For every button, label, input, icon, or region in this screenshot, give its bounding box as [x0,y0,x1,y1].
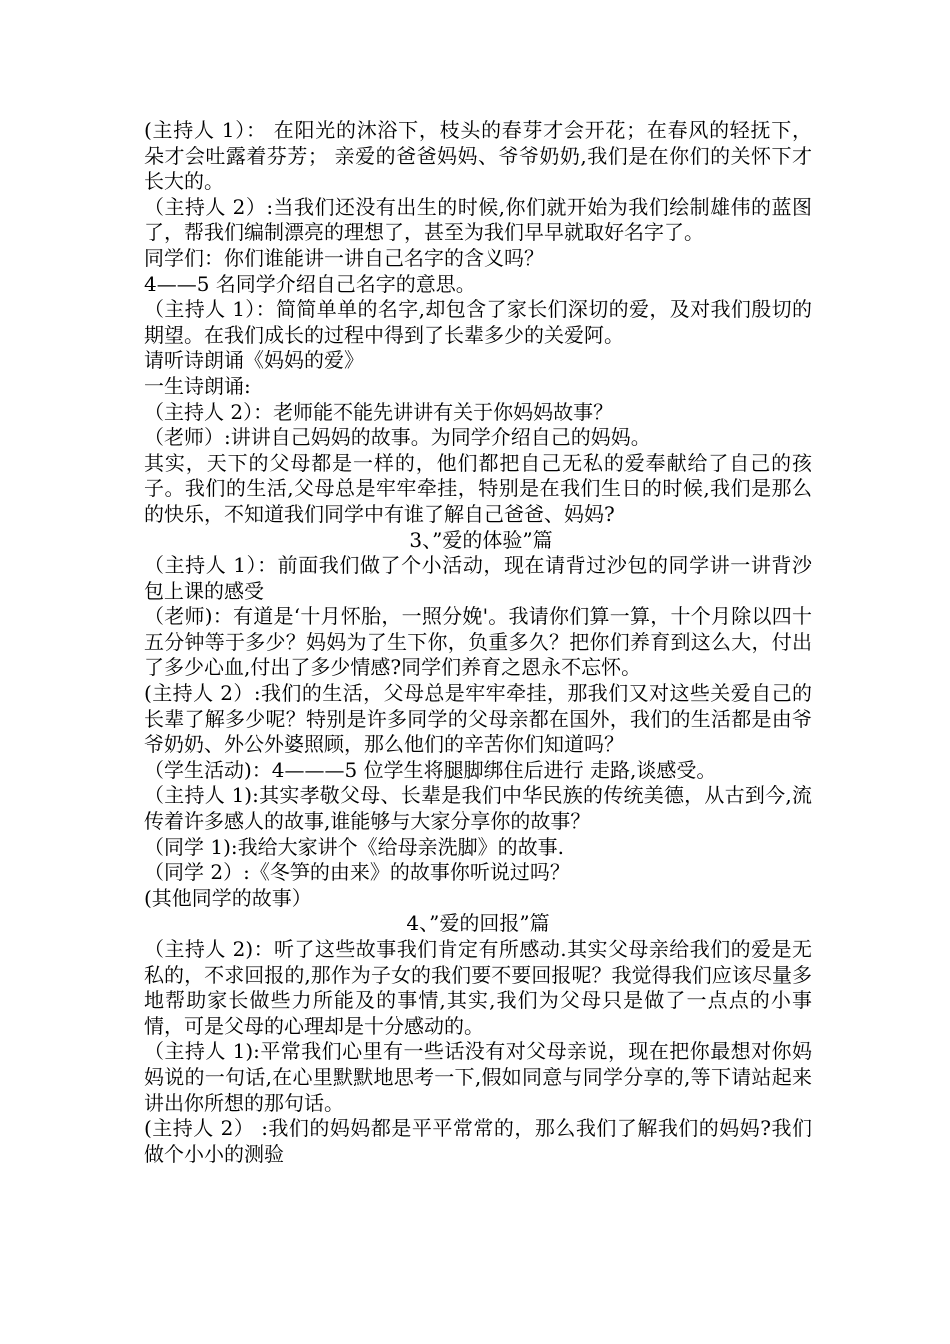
paragraph-host1-words: （主持人 1):平常我们心里有一些话没有对父母亲说，现在把你最想对你妈妈说的一句话,在心里默默地思考一下,假如同意与同学分享的,等下请站起来讲出你所想的那句话。 [144,1039,812,1115]
paragraph-student1-story: （同学 1):我给大家讲个《给母亲洗脚》的故事. [144,834,564,859]
paragraph-student2-story: （同学 2）:《冬笋的由来》的故事你听说过吗？ [144,860,570,885]
paragraph-teacher-pregnancy: （老师)：有道是‘十月怀胎，一照分娩'。我请你们算一算，十个月除以四十五分钟等于多少？妈妈为了生下你，负重多久？把你们养育到这么大，付出了多少心血,付出了多少情感?同学们养育之恩永不忘怀。 [144,604,812,680]
document-page [144,118,812,1167]
paragraph-host1-intro: (主持人 1）： 在阳光的沐浴下，枝头的春芽才会开花；在春风的轻抚下， 朵才会吐露着芬芳； 亲爱的爸爸妈妈、爷爷奶奶,我们是在你们的关怀下才长大的。 [144,118,812,194]
paragraph-parents-love: 其实，天下的父母都是一样的，他们都把自己无私的爱奉献给了自己的孩子。我们的生活,父母总是牢牢牵挂，特别是在我们生日的时候,我们是那么的快乐，不知道我们同学中有谁了解自己爸爸、妈妈? [144,450,812,526]
section-heading-repay: 4、”爱的回报”篇 [406,911,550,936]
paragraph-host2-blueprint: （主持人 2）:当我们还没有出生的时候,你们就开始为我们绘制雄伟的蓝图了，帮我们编制漂亮的理想了，甚至为我们早早就取好名字了。 [144,194,812,245]
paragraph-host2-repay: （主持人 2)：听了这些故事我们肯定有所感动.其实父母亲给我们的爱是无私的，不求回报的,那作为子女的我们要不要回报呢？我觉得我们应该尽量多地帮助家长做些力所能及的事情,其实,我们为父母只是做了一点点的小事情，可是父母的心理却是十分感动的。 [144,937,812,1038]
paragraph-student-activity: （学生活动)：4———5 位学生将腿脚绑住后进行 走路,谈感受。 [144,757,717,782]
paragraph-host2-elders: (主持人 2）:我们的生活，父母总是牢牢牵挂，那我们又对这些关爱自己的长辈了解多少呢？特别是许多同学的父母亲都在国外，我们的生活都是由爷爷奶奶、外公外婆照顾，那么他们的辛苦你们知道吗？ [144,681,812,757]
paragraph-host1-sandbag: （主持人 1）：前面我们做了个小活动，现在请背过沙包的同学讲一讲背沙包上课的感受 [144,553,812,603]
paragraph-poem-title: 请听诗朗诵《妈妈的爱》 [144,348,364,373]
paragraph-name-meaning: 4——5 名同学介绍自己名字的意思。 [144,271,476,296]
paragraph-classmates-question: 同学们：你们谁能讲一讲自己名字的含义吗？ [144,245,544,270]
paragraph-host2-teacher: （主持人 2）：老师能不能先讲讲有关于你妈妈故事？ [144,399,614,424]
section-heading-experience: 3、”爱的体验”篇 [409,527,553,552]
paragraph-host1-names: （主持人 1）：简简单单的名字,却包含了家长们深切的爱，及对我们殷切的期望。在我们成长的过程中得到了长辈多少的关爱阿。 [144,297,812,347]
paragraph-host1-filial: （主持人 1):其实孝敬父母、长辈是我们中华民族的传统美德，从古到今,流传着许多感人的故事,谁能够与大家分享你的故事？ [144,783,812,834]
paragraph-teacher-story: （老师）:讲讲自己妈妈的故事。为同学介绍自己的妈妈。 [144,425,651,450]
paragraph-poem-recital: 一生诗朗诵: [144,373,251,398]
paragraph-host2-test: (主持人 2） :我们的妈妈都是平平常常的，那么我们了解我们的妈妈?我们做个小小的测验 [144,1116,812,1166]
paragraph-other-stories: (其他同学的故事） [144,885,312,910]
